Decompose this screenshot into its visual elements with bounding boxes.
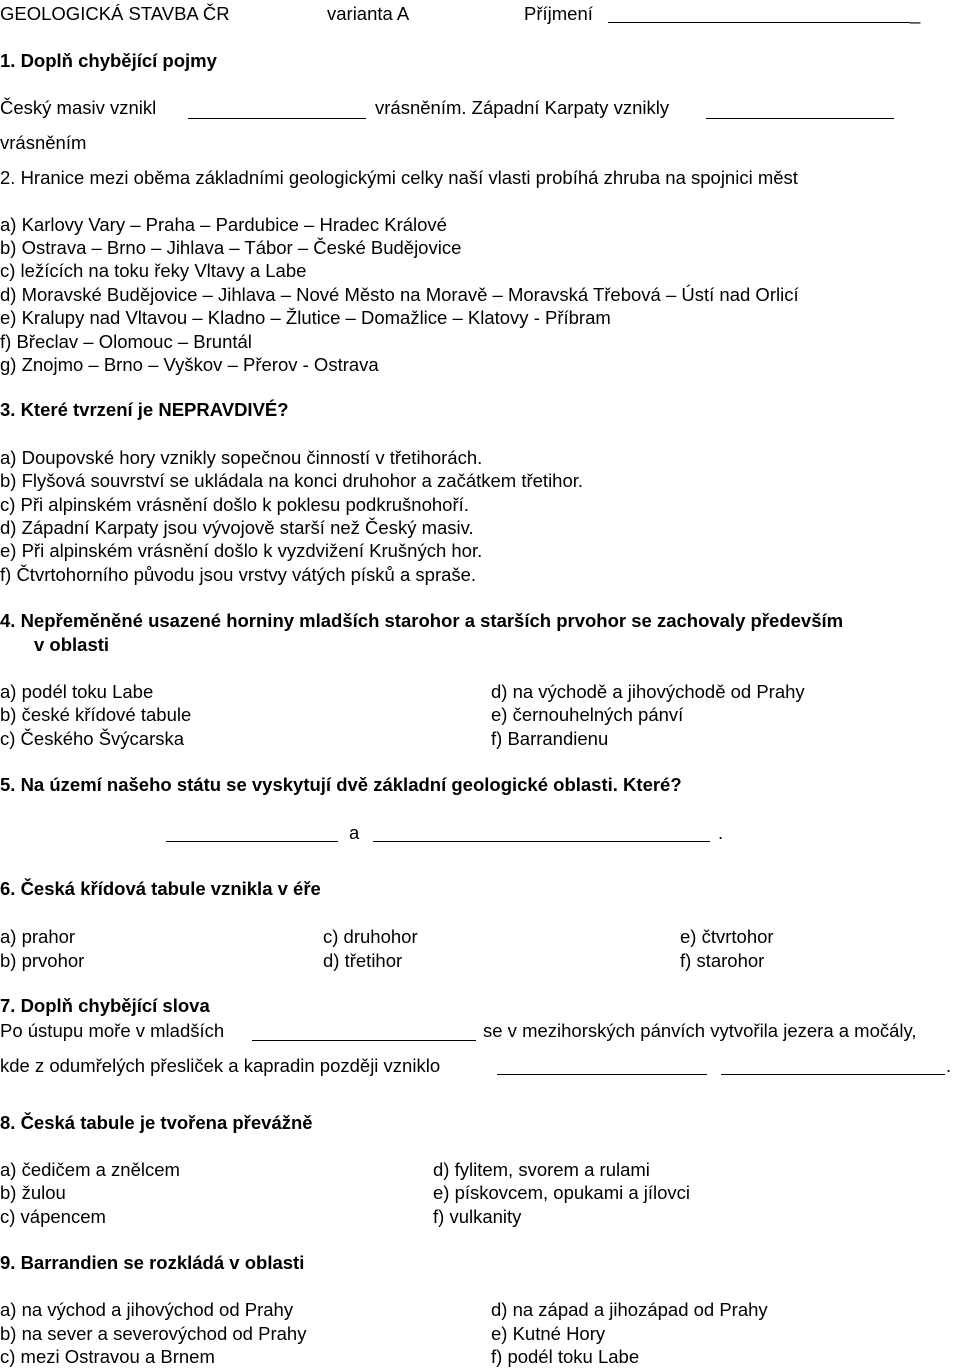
- q5-blank-1[interactable]: [166, 841, 338, 842]
- q2-option-e: e) Kralupy nad Vltavou – Kladno – Žlutice – Domažlice – Klatovy - Příbram: [0, 307, 611, 328]
- q6-option-f: f) starohor: [680, 950, 765, 971]
- q1-text-2: vrásněním. Západní Karpaty vznikly: [375, 97, 670, 118]
- q8-option-d: d) fylitem, svorem a rulami: [433, 1159, 650, 1180]
- q3-option-b: b) Flyšová souvrství se ukládala na konci druhohor a začátkem třetihor.: [0, 470, 584, 491]
- q4-heading-cont: v oblasti: [34, 634, 110, 655]
- surname-blank[interactable]: [608, 22, 910, 23]
- q8-option-b: b) žulou: [0, 1182, 66, 1203]
- q4-option-f: f) Barrandienu: [491, 728, 609, 749]
- q3-option-a: a) Doupovské hory vznikly sopečnou činností v třetihorách.: [0, 447, 483, 468]
- q3-option-d: d) Západní Karpaty jsou vývojově starší než Český masiv.: [0, 517, 474, 538]
- q2-option-f: f) Břeclav – Olomouc – Bruntál: [0, 331, 252, 352]
- q3-option-c: c) Při alpinském vrásnění došlo k poklesu podkrušnohoří.: [0, 494, 469, 515]
- q2-option-a: a) Karlovy Vary – Praha – Pardubice – Hradec Králové: [0, 214, 447, 235]
- q2-option-c: c) ležících na toku řeky Vltavy a Labe: [0, 260, 307, 281]
- q4-option-d: d) na východě a jihovýchodě od Prahy: [491, 681, 805, 702]
- q8-option-a: a) čedičem a znělcem: [0, 1159, 180, 1180]
- q9-option-c: c) mezi Ostravou a Brnem: [0, 1346, 215, 1367]
- q9-option-a: a) na východ a jihovýchod od Prahy: [0, 1299, 294, 1320]
- q7-blank-3[interactable]: [721, 1074, 945, 1075]
- q8-option-e: e) pískovcem, opukami a jílovci: [433, 1182, 691, 1203]
- q5-heading: 5. Na území našeho státu se vyskytují dvě základní geologické oblasti. Které?: [0, 774, 682, 795]
- q9-option-d: d) na západ a jihozápad od Prahy: [491, 1299, 768, 1320]
- q7-end: .: [946, 1055, 952, 1076]
- q7-text-1: Po ústupu moře v mladších: [0, 1020, 225, 1041]
- q9-option-e: e) Kutné Hory: [491, 1323, 606, 1344]
- q9-heading: 9. Barrandien se rozkládá v oblasti: [0, 1252, 305, 1273]
- q2-heading: 2. Hranice mezi oběma základními geologickými celky naší vlasti probíhá zhruba na spojnici měst: [0, 167, 798, 188]
- q6-option-a: a) prahor: [0, 926, 76, 947]
- q2-option-g: g) Znojmo – Brno – Vyškov – Přerov - Ostrava: [0, 354, 379, 375]
- q6-option-c: c) druhohor: [323, 926, 418, 947]
- q9-option-b: b) na sever a severovýchod od Prahy: [0, 1323, 307, 1344]
- q4-option-a: a) podél toku Labe: [0, 681, 154, 702]
- q5-blank-2[interactable]: [373, 841, 710, 842]
- q1-text-1: Český masiv vznikl: [0, 97, 157, 118]
- q6-option-e: e) čtvrtohor: [680, 926, 774, 947]
- q8-heading: 8. Česká tabule je tvořena převážně: [0, 1112, 313, 1133]
- variant-label: varianta A: [327, 3, 410, 24]
- q4-heading: 4. Nepřeměněné usazené horniny mladších starohor a starších prvohor se zachovaly především: [0, 610, 844, 631]
- surname-label: Příjmení: [524, 3, 593, 24]
- q7-blank-2[interactable]: [497, 1074, 707, 1075]
- q4-option-b: b) české křídové tabule: [0, 704, 192, 725]
- q4-option-e: e) černouhelných pánví: [491, 704, 684, 725]
- q3-option-f: f) Čtvrtohorního původu jsou vrstvy vátých písků a spraše.: [0, 564, 477, 585]
- q8-option-f: f) vulkanity: [433, 1206, 522, 1227]
- q2-option-d: d) Moravské Budějovice – Jihlava – Nové Město na Moravě – Moravská Třebová – Ústí nad Orlicí: [0, 284, 799, 305]
- q9-option-f: f) podél toku Labe: [491, 1346, 640, 1367]
- q4-option-c: c) Českého Švýcarska: [0, 728, 185, 749]
- q2-option-b: b) Ostrava – Brno – Jihlava – Tábor – České Budějovice: [0, 237, 462, 258]
- q1-heading: 1. Doplň chybějící pojmy: [0, 50, 217, 71]
- q5-end: .: [718, 822, 724, 843]
- q8-option-c: c) vápencem: [0, 1206, 106, 1227]
- q7-text-2: se v mezihorských pánvích vytvořila jezera a močály,: [483, 1020, 917, 1041]
- q6-option-b: b) prvohor: [0, 950, 85, 971]
- q7-blank-1[interactable]: [252, 1040, 476, 1041]
- q5-conjunction: a: [349, 822, 360, 843]
- q3-option-e: e) Při alpinském vrásnění došlo k vyzdvižení Krušných hor.: [0, 540, 483, 561]
- q1-blank-2[interactable]: [706, 118, 894, 119]
- q7-heading: 7. Doplň chybějící slova: [0, 995, 210, 1016]
- q7-text-3: kde z odumřelých přesliček a kapradin později vzniklo: [0, 1055, 441, 1076]
- q1-blank-1[interactable]: [188, 118, 366, 119]
- worksheet-title: GEOLOGICKÁ STAVBA ČR: [0, 3, 230, 24]
- q3-heading: 3. Které tvrzení je NEPRAVDIVÉ?: [0, 399, 289, 420]
- q6-option-d: d) třetihor: [323, 950, 403, 971]
- q1-text-3: vrásněním: [0, 132, 87, 153]
- q6-heading: 6. Česká křídová tabule vznikla v éře: [0, 878, 321, 899]
- surname-tail: _: [910, 3, 921, 24]
